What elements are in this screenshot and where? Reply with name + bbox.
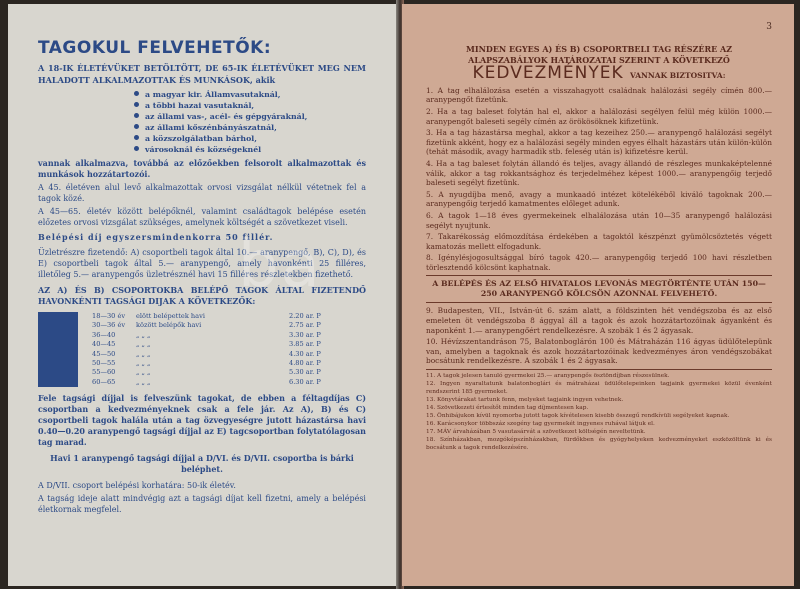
fee-desc: elött belépettek havi — [136, 312, 205, 320]
age-range: 40—45 — [92, 340, 116, 349]
fee-duration: A tagság ideje alatt mindvégig azt a tagsági díjat kell fizetni, amely a belépési életkornak megfelel. — [38, 494, 366, 515]
share-payment: Üzletrészre fizetendő: A) csoportbeli tagok által 10.— aranypengő, B), C), D), és E) csoportbeli tagok által 5.— aranypengő, amely havonkénti 25 filléres, illetőleg 5.— aranypengős üzletrésznél havi 15 filléres részletekben fizethető. — [38, 248, 366, 279]
fee-desc: „ „ „ — [136, 377, 151, 386]
list-item: az állami vas-, acél- és gépgyáraknál, — [134, 111, 366, 122]
age-range: 50—55 — [92, 359, 116, 368]
benefit-item: 17. MÁV árvaházában 5 vasutasárvát a szövetkezet költségén neveltetünk. — [426, 429, 646, 436]
fee-row — [92, 359, 347, 368]
paragraph: A 45—65. életév között belépőknél, valamint családtagok belépése esetén előzetes orvosi vizsgálat szükséges, amelynek költségét a szövetkezet viseli. — [38, 207, 366, 227]
benefit-item: 4. Ha a tag baleset folytán állandó és teljes, avagy állandó de részleges munkaképtelenné válik, akkor a tag rokkantsághoz és terjedelméhez képest 1000.— aranypengőig terjedő baleseti segélyt fizetünk. — [426, 158, 772, 188]
fee-row — [92, 312, 347, 321]
fee-amount: 3.85 ar. P — [289, 340, 321, 349]
age-range: 30—36 év — [92, 321, 126, 330]
age-limit: A D/VII. csoport belépési korhatára: 50-ik életév. — [38, 481, 236, 491]
list-item: a többi hazai vasutaknál, — [134, 100, 366, 111]
benefit-item: 18. Színházakban, mozgóképszínházakban, fürdőkben és gyógyhelyeken kedvezményeket eszközöltünk ki és bocsátunk a tagok rendelkezésére. — [426, 437, 772, 451]
fee-row — [92, 340, 347, 349]
fee-row — [92, 321, 347, 330]
half-fee-paragraph: Fele tagsági díjjal is felveszünk tagokat, de ebben a féltagdíjas C) csoportban a kedvezményeknek csak a fele jár. Az A), B) és C) csoportbeli tagok halála után a tag özvegyeségre jutott házastársa havi 0.40—0.20 aranypengő tagsági díjjal az E) tagcsoportban folytatólagosan tag marad. — [38, 393, 366, 448]
list-item: városoknál és községeknél — [134, 144, 366, 155]
benefit-item: 12. Ingyen nyaraltatunk balatonboglári és mátraházai üdülőtelepeinken tagjaink gyermekei közül évenként rendszerint 185 gyermeket. — [426, 381, 772, 395]
group-d-note: Havi 1 aranypengő tagsági díjjal a D/VI. és D/VII. csoportba is bárki beléphet. — [50, 453, 354, 475]
fee-desc: között belépők havi — [136, 321, 202, 330]
title-main: KEDVEZMÉNYEK — [472, 63, 624, 84]
fee-amount: 3.30 ar. P — [289, 330, 321, 339]
fee-row — [92, 378, 347, 387]
left-page — [8, 4, 398, 586]
benefit-item: 13. Könyvtárakat tartunk fenn, melyeket tagjaink ingyen vehetnek. — [426, 396, 624, 403]
benefit-item: 6. A tagok 1—18 éves gyermekeinek elhalálozása után 10—35 aranypengő halálozási segélyt nyujtunk. — [426, 210, 772, 230]
list-item: az állami kőszénbányászatnál, — [134, 122, 366, 133]
benefit-item: 11. A tagok jelesen tanuló gyermekei 25.— aranypengős ösztöndíjban részesülnek. — [426, 373, 670, 380]
monthly-fee-heading: AZ A) ÉS B) CSOPORTOKBA BELÉPŐ TAGOK ÁLTAL FIZETENDŐ HAVONKÉNTI TAGSÁGI DIJAK A KÖVETKEZŐK: — [38, 285, 366, 306]
bullet-icon — [134, 91, 139, 96]
fee-amount: 6.30 ar. P — [289, 377, 321, 386]
benefit-item: 5. A nyugdíjba menő, avagy a munkaadó intézet kötelékéből kiváló tagoknak 200.— aranypengőig terjedő kamatmentes előleget adunk. — [426, 189, 772, 209]
list-item: a magyar kir. Államvasutaknál, — [134, 89, 366, 100]
benefits-title — [426, 63, 772, 84]
age-range: 45—50 — [92, 349, 116, 358]
age-range: 18—30 év — [92, 312, 126, 320]
fee-amount: 2.20 ar. P — [289, 312, 321, 320]
monthly-fee-table — [38, 312, 366, 387]
fee-desc: „ „ „ — [136, 368, 151, 377]
page-number: 3 — [766, 22, 772, 32]
fee-desc: „ „ „ — [136, 349, 151, 358]
paragraph: vannak alkalmazva, továbbá az előzőekben felsorolt alkalmazottak és munkások hozzátartozói. — [38, 158, 366, 179]
fee-amount: 4.80 ar. P — [289, 359, 321, 368]
bullet-icon — [134, 124, 139, 129]
bullet-icon — [134, 113, 139, 118]
fee-amount: 5.30 ar. P — [289, 368, 321, 377]
bullet-icon — [134, 102, 139, 107]
age-range: 36—40 — [92, 330, 116, 339]
fee-row — [92, 331, 347, 340]
benefit-item: 15. Önhibájukon kívül nyomorba jutott tagok kívételesen kisebb összegű rendkívüli segélyeket kapnak. — [426, 413, 730, 419]
bullet-icon — [134, 135, 139, 140]
employer-list — [134, 89, 366, 155]
benefits-header: MINDEN EGYES A) ÉS B) CSOPORTBELI TAG RÉSZÉRE AZ ALAPSZABÁLYOK HATÁROZATAI SZERINT A KÖVETKEZŐ — [465, 44, 733, 65]
benefit-item: 8. Igénylésjogosultsággal bíró tagok 420.— aranypengőig terjedő 100 havi részletben törlesztendő kölcsönt kaphatnak. — [426, 253, 772, 272]
benefit-item: 9. Budapesten, VII., István-út 6. szám alatt, a földszinten hét vendégszoba és az első emeleten öt vendégszoba 8 ággyal áll a tagok és azok hozzátartozóinak ágyanként és naponként 1.— aranypengőért rendelkezésre. A szobák 1 és 2 ágyasak. — [426, 306, 772, 335]
eligibility-intro: A 18-IK ÉLETÉVÜKET BETÖLTÖTT, DE 65-IK ÉLETÉVÜKET MEG NEM HALADOTT ALKALMAZOTTAK ÉS MUNKÁSOK, akik — [38, 63, 366, 85]
loan-heading: A BELÉPÉS ÉS AZ ELSŐ HIVATALOS LEVONÁS MEGTÖRTÉNTE UTÁN 150—250 ARANYPENGŐ KÖLCSÖN AZONNAL FELVEHETŐ. — [432, 279, 766, 299]
fee-desc: „ „ „ — [136, 330, 151, 339]
entry-fee: Belépési díj egyszersmindenkorra 50 fillér. — [38, 232, 274, 242]
age-range: 55—60 — [92, 368, 116, 377]
fee-row — [92, 368, 347, 377]
benefit-item: 16. Karácsonykor többszáz szegény tag gyermekét ingyenes ruhával látjuk el. — [426, 421, 655, 428]
page-title: TAGOKUL FELVEHETŐK: — [38, 38, 272, 58]
benefit-item: 7. Takarékosság előmozdítása érdekében a tagoktól készpénzt gyümölcsöztetés végett kamatozás mellett elfogadunk. — [426, 232, 772, 251]
benefit-item: 2. Ha a tag baleset folytán hal el, akkor a halálozási segélyen felül még külön 1000.— aranypengőt baleseti segély címén az örökösöknek kifizetünk. — [426, 106, 772, 126]
fee-desc: „ „ „ — [136, 340, 151, 349]
fee-row — [92, 350, 347, 359]
benefit-item: 10. Hévízszentandráson 75, Balatonboglárón 100 és Mátraházán 116 ágyas üdülőtelepünk van, amelyben a tagoknak és azok hozzátartozóinak kedvezményes áron vendégszobákat bocsátunk rendelkezésre. A szobák 1 és 2 ágyasak. — [426, 337, 772, 366]
list-item: a közszolgálatban bárhol, — [134, 133, 366, 144]
watermark: ba — [238, 228, 322, 302]
divider — [426, 302, 772, 303]
age-range: 60—65 — [92, 377, 116, 386]
benefit-item: 1. A tag elhalálozása esetén a visszahagyott családnak halálozási segély címén 800.— aranypengőt fizetünk. — [426, 85, 772, 105]
right-page — [402, 4, 794, 586]
benefit-item: 14. Szövetkezeti értesítőt minden tag díjmentesen kap. — [426, 404, 589, 411]
title-sub: VANNAK BIZTOSITVA: — [629, 71, 726, 81]
paragraph: A 45. életéven alul levő alkalmazottak orvosi vizsgálat nélkül vétetnek fel a tagok közé. — [38, 183, 366, 203]
fee-amount: 2.75 ar. P — [289, 321, 321, 330]
divider — [426, 275, 772, 276]
bullet-icon — [134, 146, 139, 151]
fee-desc: „ „ „ — [136, 359, 151, 368]
benefit-item: 3. Ha a tag házastársa meghal, akkor a tag kezeihez 250.— aranypengő halálozási segélyt fizetünk akként, hogy ez a halálozási segély minden egyes élhalt házastárs után külön-külön (tehát második, avagy harmadik stb. feleség után is) kifizetésre kerül. — [426, 128, 772, 157]
divider — [426, 369, 772, 370]
decorative-bar — [38, 312, 78, 387]
fee-amount: 4.30 ar. P — [289, 349, 321, 358]
